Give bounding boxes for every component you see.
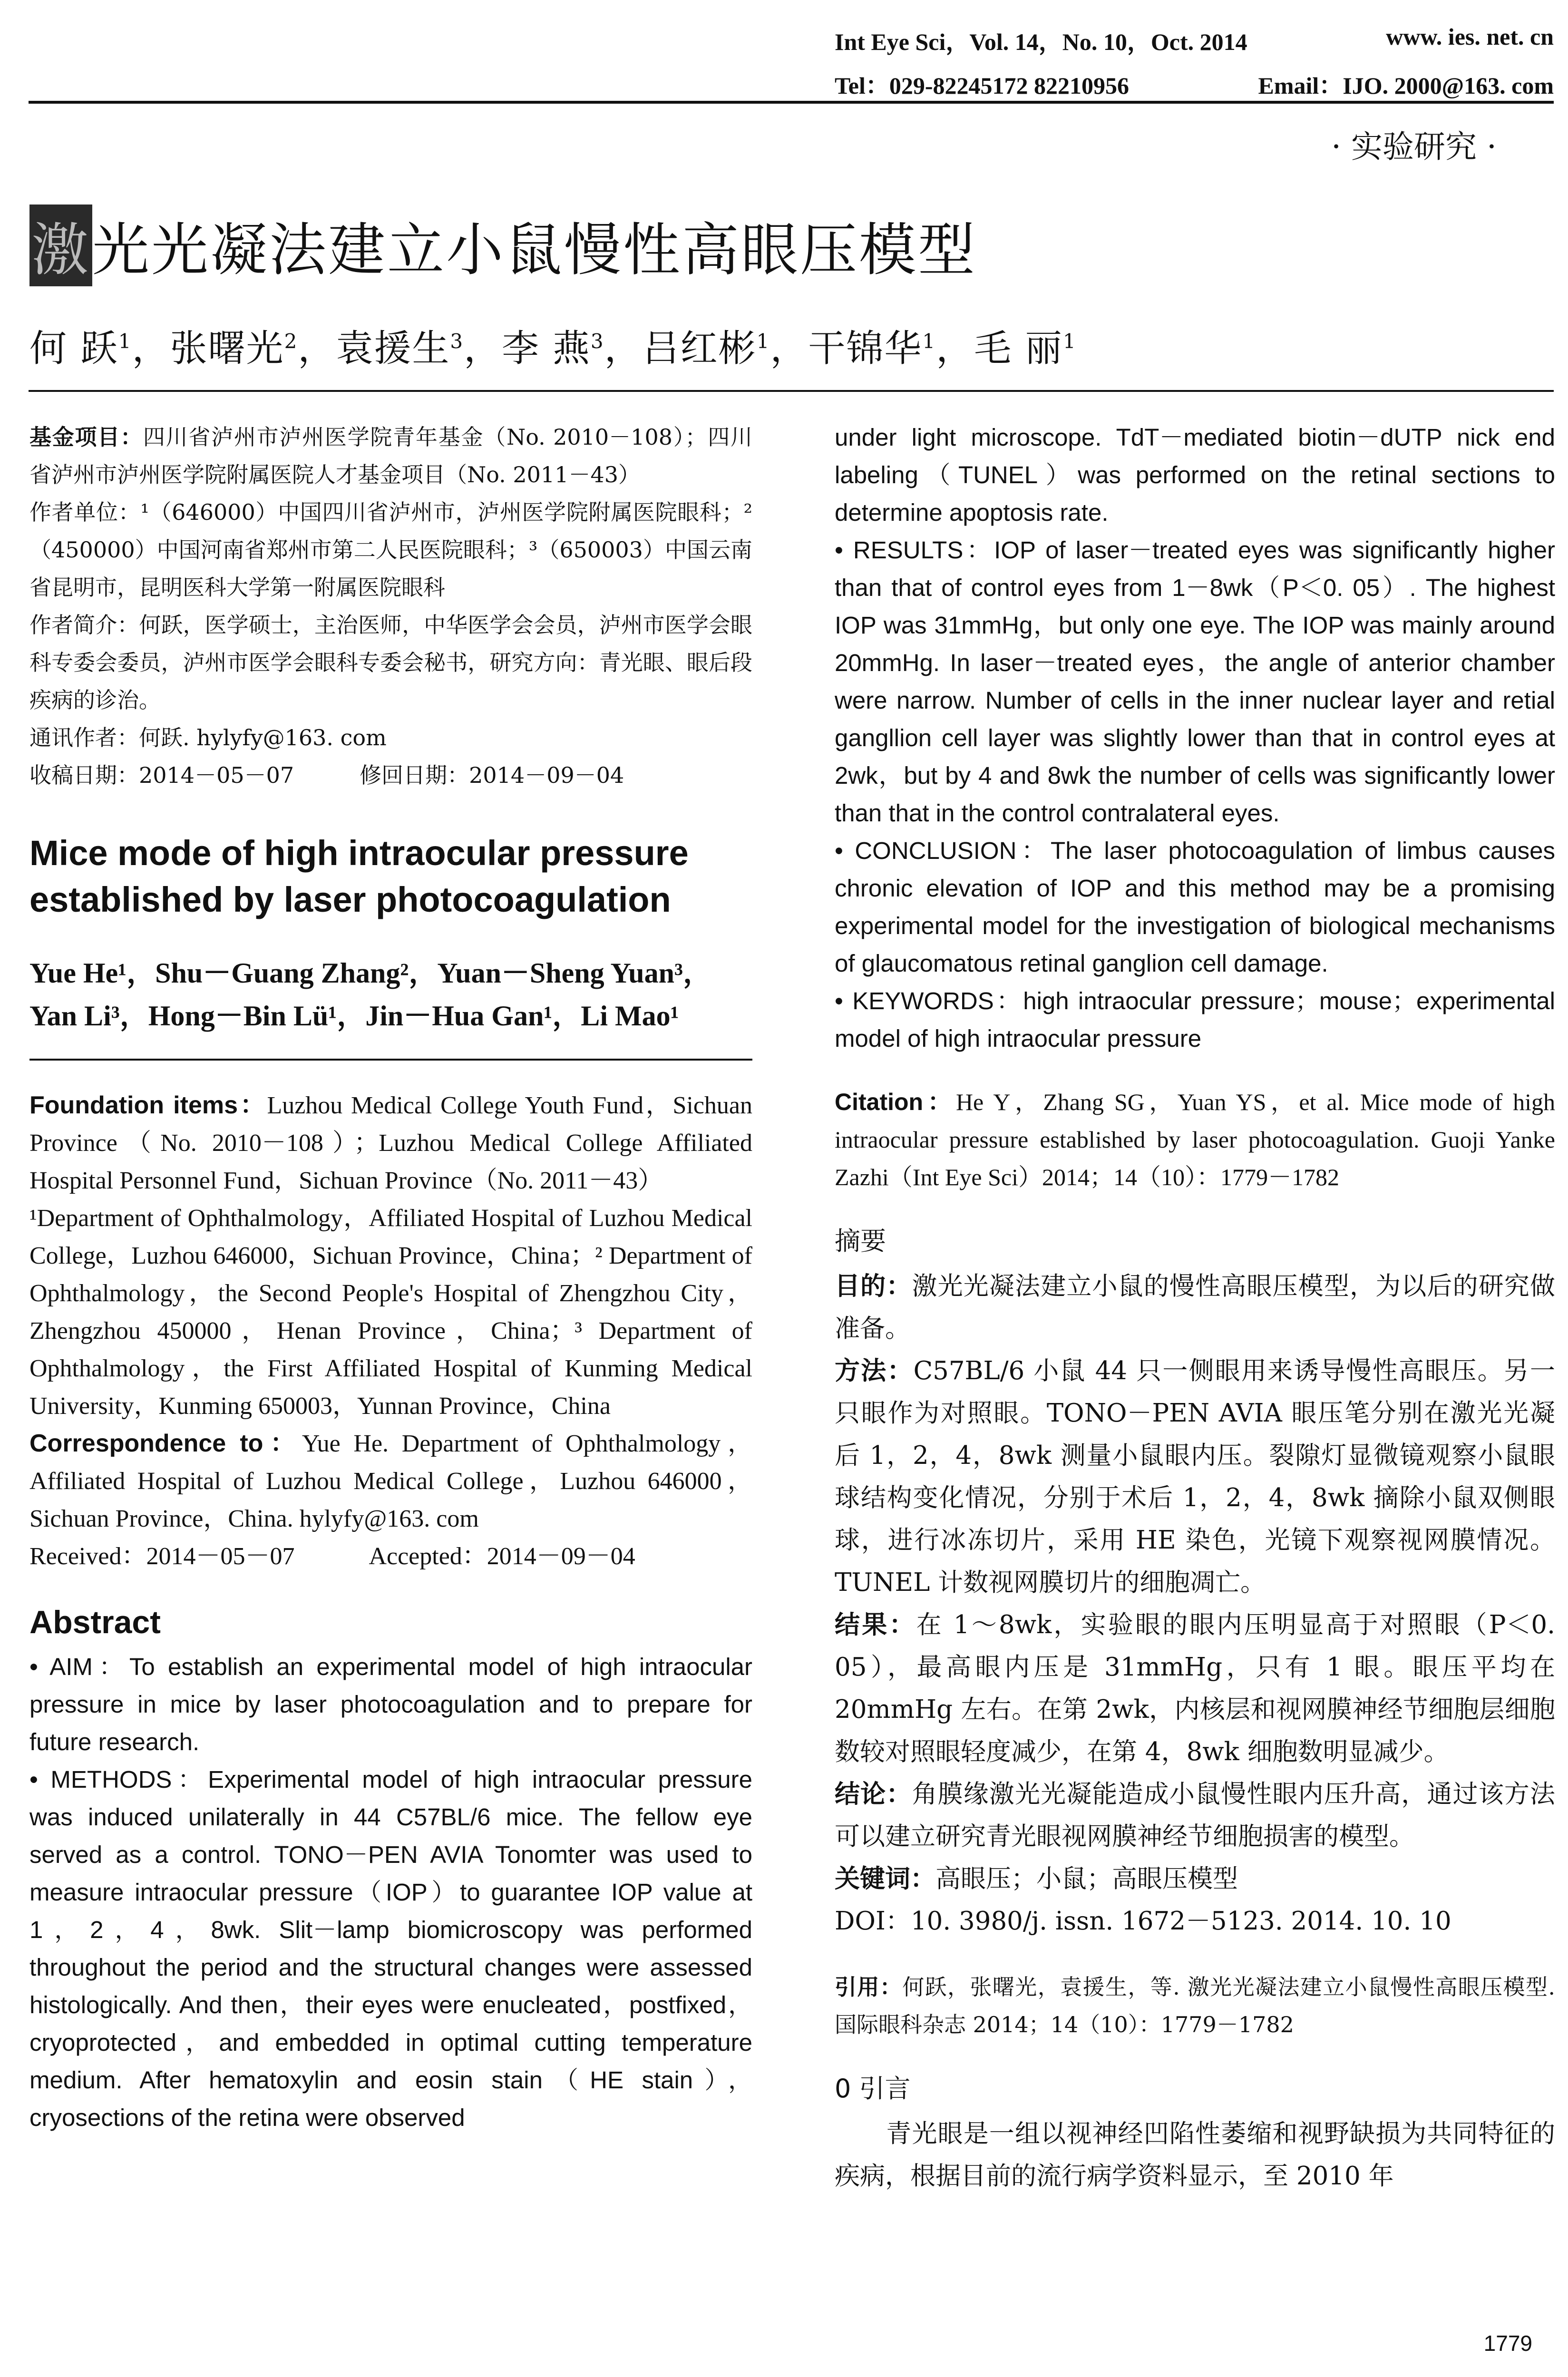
journal-tel: Tel：029-82245172 82210956 (835, 72, 1129, 99)
received-dates-cn: 收稿日期：2014－05－07 修回日期：2014－09－04 (29, 762, 624, 788)
author-cn: 袁援生$^3$ (336, 327, 464, 370)
cn-abstract-aim: 目的：激光光凝法建立小鼠的慢性高眼压模型，为以后的研究做准备。 (835, 1272, 1556, 1343)
title-first-char: 激 (29, 205, 92, 286)
journal-line: Int Eye Sci，Vol. 14，No. 10，Oct. 2014 (835, 29, 1247, 55)
author-cn: 吕红彬$^1$ (642, 327, 770, 370)
journal-email: Email：IJO. 2000@163. com (1258, 72, 1554, 99)
doi: DOI：10. 3980/j. issn. 1672－5123. 2014. 10. 10 (835, 1907, 1451, 1936)
abstract-heading: Abstract (29, 1604, 161, 1640)
section-tag: · 实验研究 · (1331, 128, 1497, 165)
cn-keywords: 关键词：高眼压；小鼠；高眼压模型 (835, 1864, 1238, 1893)
author-bio: 作者简介：何跃，医学硕士，主治医师，中华医学会会员，泸州市医学会眼科专委会委员，泸州市医学会眼科专委会秘书，研究方向：青光眼、眼后段疾病的诊治。 (29, 612, 752, 713)
citation: Citation：He Y，Zhang SG，Yuan YS，et al. Mice mode of high intraocular pressure established by laser photocoagulation. Guoji Yanke Zazhi（Int Eye Sci）2014；14（10）：1779－1782 (835, 1089, 1555, 1190)
cn-citation: 引用：何跃，张曙光，袁援生，等. 激光光凝法建立小鼠慢性高眼压模型. 国际眼科杂志 2014；14（10）：1779－1782 (835, 1974, 1555, 2037)
intro-text: 青光眼是一组以视神经凹陷性萎缩和视野缺损为共同特征的疾病，根据目前的流行病学资料显示，至 2010 年 (835, 2119, 1555, 2191)
cn-abstract-methods: 方法：C57BL/6 小鼠 44 只一侧眼用来诱导慢性高眼压。另一只眼作为对照眼。TONO－PEN AVIA 眼压笔分别在激光光凝后 1，2，4，8wk 测量小鼠眼内压。裂隙灯显微镜观察小鼠眼球结构变化情况，分别于术后 1，2，4，8wk 摘除小鼠双侧眼球，进行冰冻切片，采用 HE 染色，光镜下观察视网膜情况。TUNEL 计数视网膜切片的细胞凋亡。 (835, 1356, 1555, 1597)
abstract-methods: • METHODS：Experimental model of high intraocular pressure was induced unilaterally in 44 C57BL/6 mice. The fellow eye served as a control. TONO－PEN AVIA Tonomter was used to measure intraocular pressure（IOP）to guarantee IOP value at 1，2，4，8wk. Slit－lamp biomicroscopy was performed throughout the period and the structural changes were assessed histologically. And then，their eyes were enucleated，postfixed，cryoprotected，and embedded in optimal cutting temperature medium. After hematoxylin and eosin stain（HE stain），cryosections of the retina were observed (29, 1766, 752, 2131)
page-number: 1779 (1483, 2331, 1532, 2356)
author-cn: 李 燕$^3$ (502, 327, 604, 370)
abstract-keywords: • KEYWORDS：high intraocular pressure；mouse；experimental model of high intraocular pressure (835, 987, 1555, 1052)
cn-abstract-results: 结果：在 1～8wk，实验眼的眼内压明显高于对照眼（P＜0. 05），最高眼内压是 31mmHg，只有 1 眼。眼压平均在 20mmHg 左右。在第 2wk，内核层和视网膜神经节细胞层细胞数较对照眼轻度减少，在第 4，8wk 细胞数明显减少。 (835, 1610, 1555, 1766)
right-column (835, 419, 1555, 2197)
cn-abstract-heading: 摘要 (835, 1226, 886, 1256)
english-authors-rule (29, 1059, 752, 1061)
corresponding-author: 通讯作者：何跃. hylyfy@163. com (29, 725, 387, 750)
english-authors-line2: Yan Li³，Hong－Bin Lü¹，Jin－Hua Gan¹，Li Mao¹ (29, 1000, 679, 1032)
author-cn: 毛 丽$^1$ (974, 327, 1077, 370)
article-title (29, 205, 977, 286)
header-rule (29, 101, 1554, 104)
author-cn: 干锦华$^1$ (808, 327, 936, 370)
author-cn-affil: 1 (1062, 330, 1077, 353)
authors-cn: 何 跃$^1$，张曙光$^2$，袁援生$^3$，李 燕$^3$，吕红彬$^1$，干锦华$^1$，毛 丽$^1$ (29, 327, 1077, 370)
author-cn-affil: 3 (450, 330, 464, 353)
received-dates-en: Received：2014－05－07 Accepted：2014－09－04 (29, 1543, 635, 1570)
english-title: Mice mode of high intraocular pressure established by laser photocoagulation (29, 833, 689, 919)
affiliations: ¹Department of Ophthalmology，Affiliated Hospital of Luzhou Medical College，Luzhou 646000，Sichuan Province，China；² Department of Ophthalmology，the Second People's Hospital of Zhengzhou City，Zhengzhou 450000，Henan Province，China；³ Department of Ophthalmology，the First Affiliated Hospital of Kunming Medical University，Kunming 650003，Yunnan Province，China (29, 1205, 752, 1420)
title-rest: 光光凝法建立小鼠慢性高眼压模型 (92, 217, 977, 283)
author-cn: 张曙光$^2$ (170, 327, 298, 370)
fund-info: 基金项目：四川省泸州市泸州医学院青年基金（No. 2010－108）；四川省泸州市泸州医学院附属医院人才基金项目（No. 2011－43） (29, 424, 753, 487)
intro-heading: 0 引言 (835, 2074, 911, 2104)
abstract-results: • RESULTS：IOP of laser－treated eyes was significantly higher than that of control eyes from 1－8wk（P＜0. 05）. The highest IOP was 31mmHg，but only one eye. The IOP was mainly around 20mmHg. In laser－treated eyes，the angle of anterior chamber were narrow. Number of cells in the inner nuclear layer and retial gangllion cell layer was slightly lower than that in control eyes at 2wk，but by 4 and 8wk the number of cells was significantly lower than that in the control contralateral eyes. (835, 536, 1555, 827)
english-authors-line1: Yue He¹，Shu－Guang Zhang²，Yuan－Sheng Yuan³， (29, 957, 711, 989)
author-cn: 何 跃$^1$ (29, 327, 132, 370)
left-column (29, 419, 752, 2136)
authors-rule (29, 390, 1554, 392)
foundation-items: Foundation items：Luzhou Medical College Youth Fund，Sichuan Province（No. 2010－108）；Luzhou Medical College Affiliated Hospital Personnel Fund，Sichuan Province（No. 2011－43） (29, 1091, 752, 1194)
abstract-methods-cont: under light microscope. TdT－mediated biotin－dUTP nick end labeling（TUNEL）was performed on the retinal sections to determine apoptosis rate. (835, 424, 1555, 526)
abstract-aim: • AIM：To establish an experimental model of high intraocular pressure in mice by laser photocoagulation and to prepare for future research. (29, 1653, 752, 1755)
author-cn-affil: 1 (118, 330, 132, 353)
author-units: 作者单位：¹（646000）中国四川省泸州市，泸州医学院附属医院眼科；²（450000）中国河南省郑州市第二人民医院眼科；³（650003）中国云南省昆明市，昆明医科大学第一附属医院眼科 (29, 499, 753, 600)
author-cn-affil: 1 (922, 330, 936, 353)
cn-abstract-conclusion: 结论：角膜缘激光光凝能造成小鼠慢性眼内压升高，通过该方法可以建立研究青光眼视网膜神经节细胞损害的模型。 (835, 1780, 1556, 1851)
journal-website: www. ies. net. cn (1386, 23, 1554, 50)
author-cn-affil: 3 (590, 330, 604, 353)
author-cn-affil: 1 (756, 330, 770, 353)
correspondence: Correspondence to：Yue He. Department of Ophthalmology，Affiliated Hospital of Luzhou Medical College，Luzhou 646000，Sichuan Province，China. hylyfy@163. com (29, 1430, 752, 1532)
author-cn-affil: 2 (284, 330, 298, 353)
abstract-conclusion: • CONCLUSION：The laser photocoagulation of limbus causes chronic elevation of IOP and this method may be a promising experimental model for the investigation of biological mechanisms of glaucomatous retinal ganglion cell damage. (835, 837, 1555, 977)
